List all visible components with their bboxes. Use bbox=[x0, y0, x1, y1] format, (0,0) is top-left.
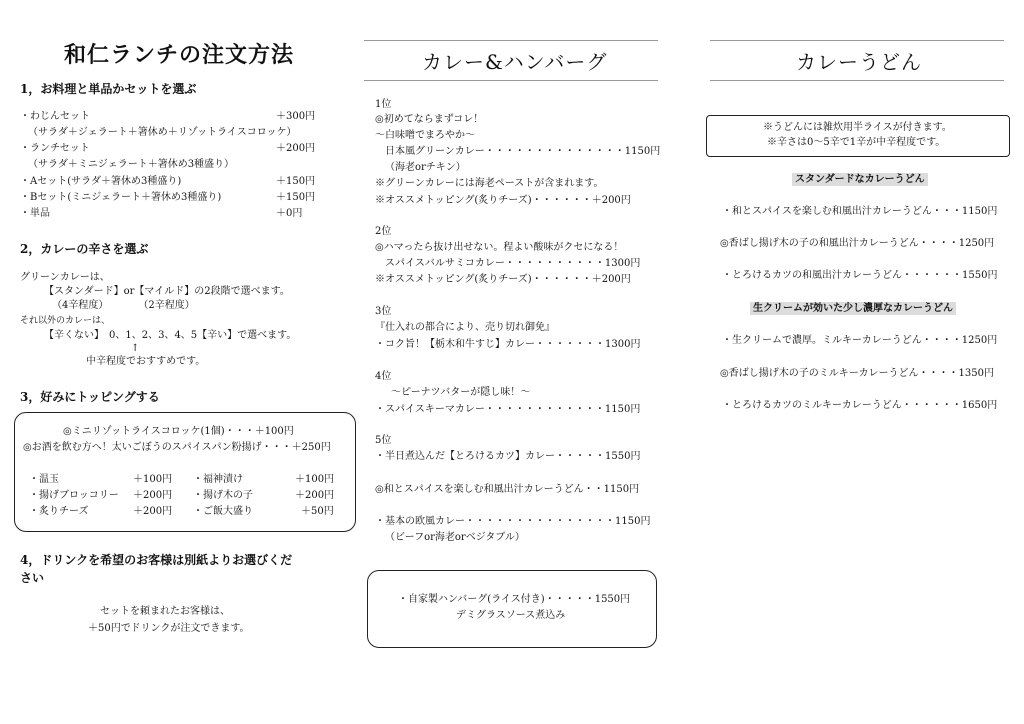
menu-line: ◎初めてならまずコレ！ bbox=[375, 114, 484, 125]
set-item-name: ・Aセット(サラダ＋箸休め3種盛り) bbox=[20, 176, 182, 187]
set-item-name: ・ランチセット bbox=[20, 143, 90, 154]
topping-name: ・揚げブロッコリー bbox=[29, 490, 119, 501]
menu-item: ・半日煮込んだ【とろけるカツ】カレー・・・・・1550円 bbox=[375, 451, 641, 462]
step4-heading: 4，ドリンクを希望のお客様は別紙よりお選びくだ bbox=[20, 553, 293, 567]
topping-price: ＋200円 bbox=[295, 490, 335, 501]
menu-item: ・スパイスキーマカレー・・・・・・・・・・・・1150円 bbox=[375, 404, 641, 415]
udon-item: ・とろけるカツの和風出汁カレーうどん・・・・・・1550円 bbox=[722, 270, 998, 281]
topping-name: ・炙りチーズ bbox=[29, 506, 89, 517]
rank-label: 2位 bbox=[375, 226, 392, 237]
page-title: 和仁ランチの注文方法 bbox=[64, 42, 295, 68]
menu-item: ※オススメトッピング(炙りチーズ)・・・・・・＋200円 bbox=[375, 274, 631, 285]
menu-line: ◎ハマったら抜け出せない。程よい酸味がクセになる！ bbox=[375, 242, 624, 253]
set-item-detail: （サラダ＋ジェラート＋箸休め＋リゾットライスコロッケ） bbox=[28, 127, 297, 138]
topping-name: ・温玉 bbox=[29, 474, 59, 485]
rank-label: 3位 bbox=[375, 306, 392, 317]
step4-heading-cont: さい bbox=[20, 571, 45, 585]
arrow-up-icon: ↑ bbox=[131, 343, 140, 354]
udon-item: ・生クリームで濃厚。ミルキーカレーうどん・・・・1250円 bbox=[722, 335, 998, 346]
set-item-name: ・わじんセット bbox=[20, 111, 90, 122]
udon-item: ・とろけるカツのミルキーカレーうどん・・・・・・1650円 bbox=[722, 400, 998, 411]
topping-name: ・ご飯大盛り bbox=[193, 506, 253, 517]
rank-label: 4位 bbox=[375, 371, 392, 382]
spice-line: それ以外のカレーは、 bbox=[20, 316, 111, 326]
set-item-price: ＋150円 bbox=[276, 192, 316, 203]
set-item-price: ＋300円 bbox=[276, 111, 316, 122]
rank-label: 5位 bbox=[375, 435, 392, 446]
set-item-name: ・Bセット(ミニジェラート＋箸休め3種盛り) bbox=[20, 192, 222, 203]
drink-note: ＋50円でドリンクが注文できます。 bbox=[88, 623, 250, 634]
topping-name: ・福神漬け bbox=[193, 474, 243, 485]
set-item-name: ・単品 bbox=[20, 208, 50, 219]
topping-price: ＋50円 bbox=[301, 506, 334, 517]
spice-line: 【スタンダード】or【マイルド】の2段階で選べます。 bbox=[44, 286, 290, 297]
topping-special: ◎ミニリゾットライスコロッケ(1個)・・・＋100円 bbox=[63, 426, 294, 437]
title-rule-top bbox=[710, 40, 1004, 41]
udon-note: ※辛さは0～5辛で1辛が中辛程度です。 bbox=[767, 137, 946, 148]
topping-price: ＋100円 bbox=[133, 474, 173, 485]
spice-line: 【辛くない】 0、1、2、3、4、5【辛い】で選べます。 bbox=[44, 330, 297, 341]
spice-line: 中辛程度でおすすめです。 bbox=[86, 356, 206, 367]
set-item-price: ＋0円 bbox=[276, 208, 303, 219]
title-rule-top bbox=[364, 40, 658, 41]
menu-item: スパイスバルサミコカレー・・・・・・・・・・1300円 bbox=[385, 258, 641, 269]
drink-note: セットを頼まれたお客様は、 bbox=[100, 606, 230, 617]
udon-note-box bbox=[706, 115, 1010, 157]
topping-box bbox=[14, 412, 356, 532]
menu-line: 『仕入れの都合により、売り切れ御免』 bbox=[375, 322, 555, 333]
section-label: 生クリームが効いた少し濃厚なカレーうどん bbox=[750, 302, 956, 315]
step2-heading: 2，カレーの辛さを選ぶ bbox=[20, 242, 149, 256]
topping-special: ◎お酒を飲む方へ！太いごぼうのスパイスパン粉揚げ・・・＋250円 bbox=[23, 442, 331, 453]
menu-line: （海老orチキン） bbox=[385, 162, 466, 173]
title-rule-bottom bbox=[710, 80, 1004, 81]
udon-item: ◎香ばし揚げ木の子の和風出汁カレーうどん・・・・1250円 bbox=[720, 238, 995, 249]
udon-section-title: カレーうどん bbox=[796, 50, 922, 74]
rank-label: 1位 bbox=[375, 99, 392, 110]
set-item-detail: （サラダ＋ミニジェラート＋箸休め3種盛り） bbox=[28, 159, 235, 170]
udon-item: ・和とスパイスを楽しむ和風出汁カレーうどん・・・1150円 bbox=[722, 206, 998, 217]
hamburg-note: デミグラスソース煮込み bbox=[456, 610, 566, 621]
set-item-price: ＋200円 bbox=[276, 143, 316, 154]
menu-item: ※オススメトッピング(炙りチーズ)・・・・・・＋200円 bbox=[375, 195, 631, 206]
menu-item: ・基本の欧風カレー・・・・・・・・・・・・・・・1150円 bbox=[375, 516, 651, 527]
hamburg-box bbox=[367, 570, 657, 648]
menu-item: ・コク旨！【栃木和牛すじ】カレー・・・・・・・1300円 bbox=[375, 339, 641, 350]
topping-price: ＋200円 bbox=[133, 490, 173, 501]
udon-item: ◎香ばし揚げ木の子のミルキーカレーうどん・・・・1350円 bbox=[720, 368, 994, 379]
menu-line: ～ピーナツバターが隠し味！～ bbox=[391, 387, 531, 398]
udon-section-creamy bbox=[750, 302, 956, 316]
curry-section-title: カレー&ハンバーグ bbox=[422, 50, 608, 74]
spice-line: （4辛程度） （2辛程度） bbox=[52, 300, 195, 311]
hamburg-item: ・自家製ハンバーグ(ライス付き)・・・・・1550円 bbox=[398, 594, 631, 605]
title-rule-bottom bbox=[364, 80, 658, 81]
step1-heading: 1，お料理と単品かセットを選ぶ bbox=[20, 82, 197, 96]
menu-line: ※グリーンカレーには海老ペーストが含まれます。 bbox=[375, 178, 604, 189]
set-item-price: ＋150円 bbox=[276, 176, 316, 187]
spice-line: グリーンカレーは、 bbox=[20, 272, 110, 283]
section-label: スタンダードなカレーうどん bbox=[792, 173, 928, 186]
step3-heading: 3，好みにトッピングする bbox=[20, 390, 160, 404]
topping-price: ＋100円 bbox=[295, 474, 335, 485]
topping-name: ・揚げ木の子 bbox=[193, 490, 253, 501]
menu-line: ～白味噌でまろやか～ bbox=[375, 130, 475, 141]
menu-line: （ビーフor海老orベジタブル） bbox=[385, 532, 525, 543]
topping-price: ＋200円 bbox=[133, 506, 173, 517]
udon-note: ※うどんには雑炊用半ライスが付きます。 bbox=[763, 122, 952, 133]
udon-section-standard bbox=[792, 173, 928, 187]
menu-item: 日本風グリーンカレー・・・・・・・・・・・・・・1150円 bbox=[385, 146, 661, 157]
menu-item: ◎和とスパイスを楽しむ和風出汁カレーうどん・・1150円 bbox=[375, 484, 640, 495]
